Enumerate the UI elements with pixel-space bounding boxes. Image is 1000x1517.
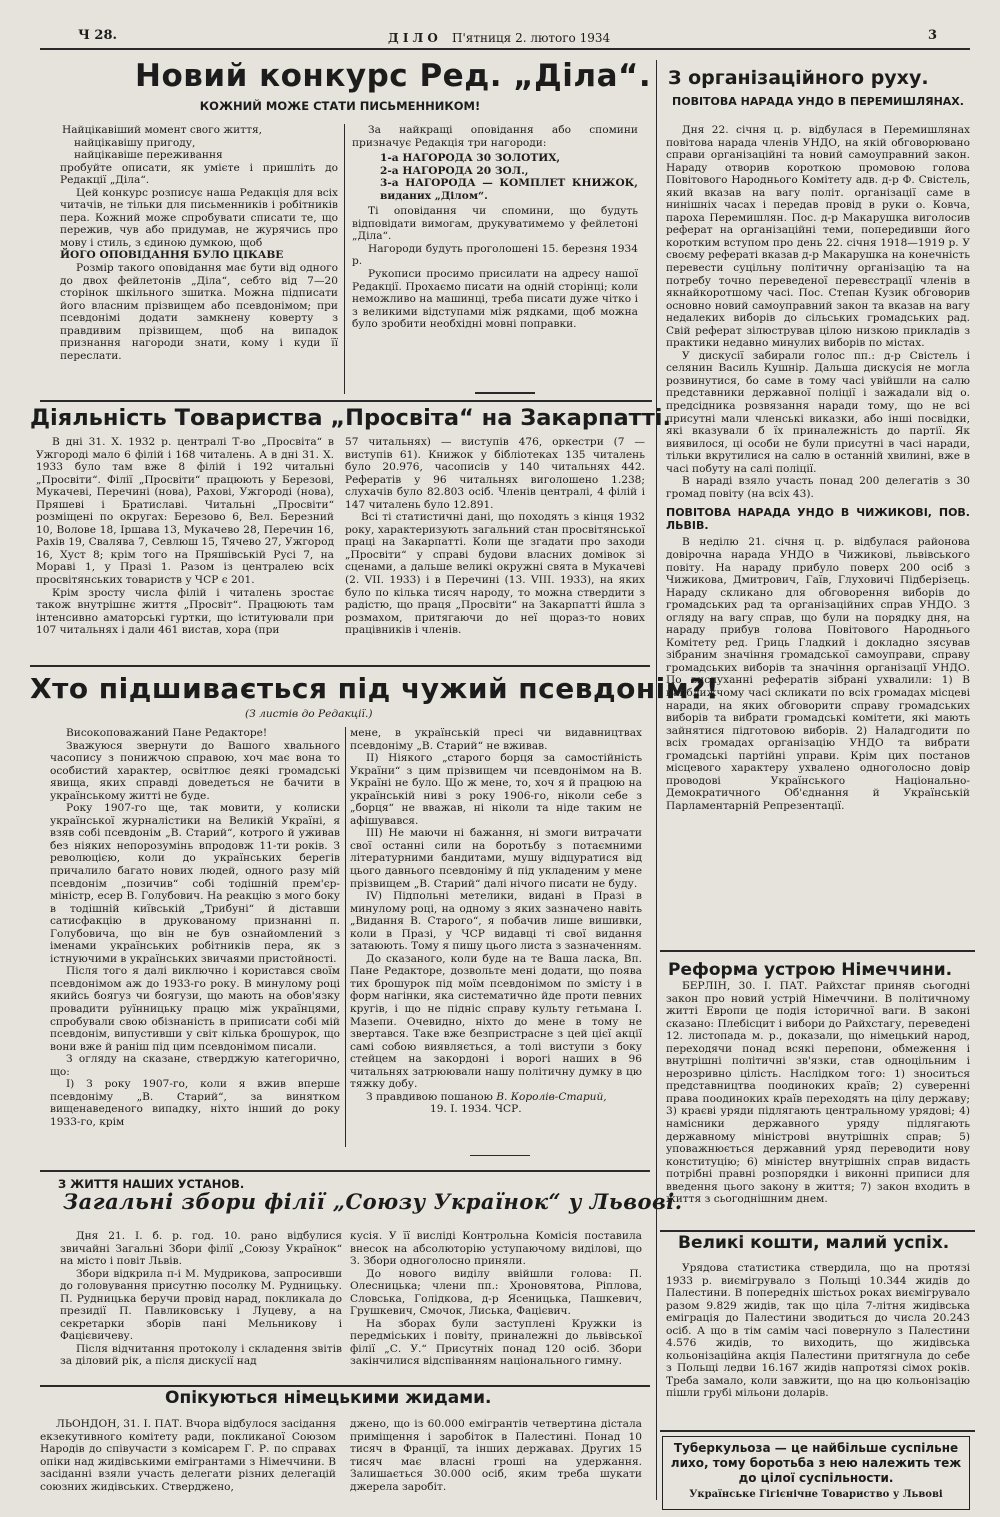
org-subheading-1: ПОВІТОВА НАРАДА УНДО В ПЕРЕМИШЛЯНАХ.	[672, 95, 964, 108]
pseudonym-signature: В. Королів-Старий,	[496, 1090, 607, 1103]
institutions-paragraph: Збори відкрила п-і М. Мудрикова, запросивши до головування присутню посолку М. Рудницьку. П. Рудницька беручи провід нарад, покликала до президії П. Павликовську і Луцеву, а на секретарки зборів пані Мельникову і Фацієвичеву.	[60, 1267, 342, 1343]
pseudonym-title: Хто підшивається під чужий псевдонім?!	[30, 672, 720, 705]
contest-intro-line: Найцікавіший момент свого життя,	[62, 124, 263, 136]
prosvita-column-1	[36, 436, 334, 637]
contest-right-column	[352, 124, 638, 331]
reform-title: Реформа устрою Німеччини.	[668, 960, 953, 980]
contest-award: 1-а НАГОРОДА 30 ЗОЛОТИХ,	[380, 152, 561, 165]
page-number-right: 3	[928, 28, 938, 43]
tb-ad-box	[662, 1436, 970, 1510]
institutions-paragraph: кусія. У її висліді Контрольна Комісія поставила внесок на абсолюторію уступаючому виділові, що З. Збори одноголосно приняли.	[350, 1230, 642, 1268]
institutions-title: Загальні збори філії „Союзу Українок“ у Львові.	[63, 1189, 683, 1214]
pseudonym-paragraph: Року 1907-го ще, так мовити, у колиски української журналістики на Великій Україні, я взяв собі псевдонім „В. Старий“, котрого й уживав без ніяких непорозумінь впродовж 11-ти років. З революцією, коли до українських берегів причалило багато нових людей, одного разу мій псевдонім „позичив“ собі тодішній прем'єр-міністр, есер В. Голубович. На реакцію з мого боку в тодішній київській „Трибуні“ й діставши сатисфакцію в друкованому признанні п. Голубовича, що він не був ознайомлений з іменами українських робітників пера, як з істнуючими в українських звичаями пристойності.	[50, 802, 340, 965]
costs-title: Великі кошти, малий успіх.	[678, 1233, 950, 1253]
contest-paragraph: Цей конкурс розписує наша Редакція для всіх читачів, не тільки для письменників і робітників пера. Кожний може спробувати списати те, що пережив, чув або придумав, не журячись про мову і стиль, з єдиною думкою, щоб	[60, 186, 338, 249]
contest-subtitle: КОЖНИЙ МОЖЕ СТАТИ ПИСЬМЕННИКОМ!	[199, 99, 481, 113]
pseudonym-paragraph: мене, в українській пресі чи видавництвах псевдоніму „В. Старий“ не вживав.	[350, 727, 642, 752]
jews-paragraph: ЛЬОНДОН, 31. I. ПАТ. Вчора відбулося засідання екзекутивного комітету ради, покликаної Союзом Народів до співучасти з комісарем Г. Р. по справах опіки над жидівськими емігрантами з Німеччини. В засіданні взяли участь делегати різних делегацій союзних жидівських. Стверджено,	[40, 1418, 336, 1493]
org-paragraph: В нараді взяло участь понад 200 делегатів з 30 громад повіту (на всіх 43).	[666, 475, 970, 500]
contest-award: 3-а НАГОРОДА — КОМПЛЕТ КНИЖОК, виданих „Ділом“.	[380, 177, 638, 202]
section-rule	[30, 665, 650, 667]
column-divider	[656, 60, 657, 1500]
pseudonym-closing-text: З правдивою пошаною	[366, 1090, 493, 1103]
contest-paragraph: Рукописи просимо присилати на адресу нашої Редакції. Прохаємо писати на одній сторінці; коли неможливо на машинці, треба писати дуже чітко і з великими відступами між рядками, щоб можна було зробити необхідні мовні поправки.	[352, 268, 638, 331]
contest-paragraph: пробуйте описати, як умієте і пришліть до Редакції „Діла“.	[60, 161, 338, 187]
pseudonym-closing	[350, 1091, 642, 1104]
costs-column	[666, 1262, 970, 1400]
section-rule	[40, 1385, 650, 1387]
section-rule	[660, 1430, 975, 1432]
contest-end-rule	[475, 392, 535, 394]
org-column	[666, 124, 970, 812]
pseudonym-greeting: Високоповажаний Пане Редакторе!	[66, 727, 268, 739]
contest-intro-line: найцікавішу пригоду,	[74, 136, 196, 149]
contest-left-column	[60, 124, 338, 362]
jews-title: Опікуються німецькими жидами.	[165, 1388, 492, 1408]
prosvita-paragraph: Крім зросту числа філій і читалень зростає також внутрішнє життя „Просвіт“. Працюють там інтенсивно аматорські гуртки, що іституювали при 107 читальнях і дали 461 вистав, хора (при	[36, 586, 334, 637]
org-subheading-2: ПОВІТОВА НАРАДА УНДО В ЧИЖИКОВІ, ПОВ. ЛЬВІВ.	[666, 506, 970, 533]
pseudonym-paragraph: До сказаного, коли буде на те Ваша ласка, Вп. Пане Редакторе, дозвольте мені додати, що поява тих брошурок під моїм псевдонімом по змісту і в форм нагінки, яка систематично йде проти певних кругів, і що не підніс справу культу гетьмана І. Мазепи. Очевидно, ніхто до мене в тому не звертався. Таке вже безпристрасне з цей цієї акції самі собою виявляється, а толі виступи з боку стейцем на закордоні і ворогі наших в 96 читальнях затрюювали нашу політичну думку в цю тяжку добу.	[350, 952, 642, 1091]
jews-column-1	[40, 1418, 336, 1493]
masthead-rule	[40, 48, 970, 50]
institutions-column-1	[60, 1230, 342, 1368]
institutions-column-2	[350, 1230, 642, 1368]
contest-paragraph: Нагороди будуть проголошені 15. березня 1934 р.	[352, 242, 638, 268]
pseudonym-end-rule	[470, 1155, 530, 1156]
institutions-paragraph: Дня 21. I. б. р. год. 10. рано відбулися звичайні Загальні Збори філії „Союзу Українок“ на місто і повіт Львів.	[60, 1230, 342, 1268]
pseudonym-paragraph: Зважуюся звернути до Вашого хвального часопису з понижчою справою, хоч має вона то особистий характер, освітлює деякі громадські явища, яких справді доведеться не бачити в українському житті не буде.	[50, 739, 340, 802]
org-paragraph: В неділю 21. січня ц. р. відбулася районова довірочна нарада УНДО в Чижикові, львівського повіту. На нараду прибуло поверх 200 осіб з Чижикова, Дмитрович, Гаїв, Глуховичі Підберізець. Нараду скликано для обговорення виборів до громадських рад та організаційних справ УНДО. З огляду на вагу справ, що були на порядку дня, на нараду прибув голова Повітового Народнього Комітету ред. Гриць Гладкий і докладно зясував зібраним значіння громадської самоуправи, справу громадських виборів та значіння організації УНДО. По вислуханні рефератів зібрані ухвалили: 1) В найближчому часі скликати по всіх громадах місцеві наради, на яких обговорити справу громадських виборів та вибрати громадські комітети, які мають зайнятися підготовою виборів. 2) Наладгодити по всіх громадах організацію УНДО та вибрати громадські партійні управи. Крім цих постанов місцевого характеру ухвалено одноголосно довір проводові Українського Національно-Демократичного Об'єднання й Українській Парламентарній Репрезентації.	[666, 536, 970, 812]
jews-paragraph: джено, що із 60.000 емігрантів четвертина дістала приміщення і заробіток в Палестині. Понад 10 тисяч в Франції, та інших державах. Других 15 тисяч має власні гроші на удержання. Залишається 30.000 осіб, яким треба шукати джерела заробіт.	[350, 1418, 642, 1493]
pseudonym-date: 19. І. 1934. ЧСР.	[430, 1103, 522, 1116]
contest-title: Новий конкурс Ред. „Діла“.	[135, 58, 652, 94]
contest-paragraph: Розмір такого оповідання має бути від одного до двох фейлетонів „Діла“, себто від 7—20 сторінок шкільного зшитка. Можна підписати його власним прізвищем або псевдонімом; при псевдонімі додати замкнену коверту з правдивим прізвищем, щоб на випадок признання нагороди знати, кому і куди її переслати.	[60, 262, 338, 362]
org-paragraph: Дня 22. січня ц. р. відбулася в Перемишлянах повітова нарада членів УНДО, на якій обговорювано справи організаційні та новий самоуправний закон. Нараду отворив короткою промовою голова Повітового Народнього Комітету адв. д-р Ф. Свістель, який вказав на вагу політ. організації саме в нинішніх часах і передав провід в руки о. Ковча, пароха Перемишлян. Пос. д-р Макарушка виголосив реферат на організаційні теми, попередивши його коротким вступом про день 22. січня 1918—1919 р. У своєму рефераті вказав д-р Макарушка на конечність перевести суцільну політичну організацію та на потребу точно переведеної перевєстрації членів в якнайкоротшому часі. Пос. Степан Кузик обговорив основно новий самоуправний закон та вказав на вагу недалеких виборів до сільських громадських рад. Свій реферат зілюстрував цілою низкою прикладів з практики недавно минулих виборів по містах.	[666, 124, 970, 350]
prosvita-title: Діяльність Товариства „Просвіта“ на Закарпатті.	[30, 405, 672, 431]
institutions-paragraph: До нового виділу ввійшли голова: П. Олесницька; члени пп.: Хроновятова, Ріплова, Словська, Голідкова, д-р Ясеницька, Пашкевич, Грушкевич, Смочок, Лиська, Фацієвич.	[350, 1267, 642, 1318]
pseudonym-subtitle: (З листів до Редакції.)	[245, 708, 373, 720]
pseudonym-column-2	[350, 727, 642, 1116]
institutions-paragraph: На зборах були заступлені Кружки із передміських і повіту, приналежні до львівської філії „С. У.“ Присутніх понад 120 осіб. Збори закінчилися відспіванням національного гимну.	[350, 1317, 642, 1368]
section-rule	[40, 1170, 650, 1172]
tb-ad-text: Туберкульоза — це найбільше суспільне лихо, тому боротьба з нею належить теж до цілої суспільности.	[670, 1441, 962, 1485]
prosvita-paragraph: 57 читальнях) — виступів 476, оркестри (7 — виступів 61). Книжок у бібліотеках 135 читалень було 20.976, часописів у 140 читальнях 442. Рефератів у 96 читальнях виголошено 1.238; слухачів було 82.803 осіб. Членів централі, 4 філій і 147 читалень було 12.891.	[345, 436, 645, 511]
tb-ad-signature: Українське Гігієнічне Товариство у Львові	[689, 1489, 943, 1500]
prosvita-column-2	[345, 436, 645, 637]
contest-intro-line: найцікавіше переживання	[74, 149, 223, 162]
pseudonym-paragraph: I) З року 1907-го, коли я вжив вперше псевдоніму „В. Старий“, за винятком вищенаведеного випадку, ніхто інший до року 1933-го, крім	[50, 1078, 340, 1128]
page-number-left: Ч 28.	[78, 28, 118, 43]
pseudonym-paragraph: II) Ніякого „старого борця за самостійність України“ з цим прізвищем чи псевдонімом на В. Україні не було. Що ж мене, то, хоч я й працюю на українській ниві з року 1906-го, ніколи себе з „борця“ не вважав, ні ніколи та ніде таким не афішувався.	[350, 752, 642, 827]
section-rule	[660, 950, 975, 952]
contest-divider	[344, 124, 345, 394]
contest-award: 2-а НАГОРОДА 20 ЗОЛ.,	[380, 164, 529, 177]
pseudonym-paragraph: IV) Підпольні метелики, видані в Празі в минулому році, на одному з яких зазначено навіть „Видання В. Старого“, я побачив лише вишивки, коли в Празі, у ЧСР видавці ті свої видання затаюють. Тому я пишу цього листа з зазначенням.	[350, 890, 642, 953]
contest-paragraph: За найкращі оповідання або спомини призначує Редакція три нагороди:	[352, 124, 638, 149]
pseudonym-paragraph: Після того я далі виключно і користався своїм псевдонімом аж до 1933-го року. В минулому році якийсь боягуз чи боягузи, що мають на обов'язку провадити руїнницьку працю між українцями, спробували свою обізнаність в приписати собі мій псевдонім, випустивши у світ кілька брошурок, що вони вже й раніш під цим псевдонімом писали.	[50, 965, 340, 1053]
org-paragraph: У дискусії забирали голос пп.: д-р Свістель і селянин Василь Кушнір. Дальша дискусія не могла розвинутися, бо саме в тому часі увійшли на салю представники державної поліції і зажадали від о. предсідника розвязання наради тому, що не всі присутні мали членські виказки, або інші посвідки, які вказували б їх приналежність до партії. Як виявилося, ці особи не були присутні в часі наради, тільки вкрутилися на салю в останній хвилині, вже в часі побуту на салі поліції.	[666, 349, 970, 475]
pseudonym-column-1	[50, 727, 340, 1129]
contest-paragraph: Ті оповідання чи спомини, що будуть відповідати вимогам, друкуватимемо у фейлетоні „Діла“.	[352, 205, 638, 243]
section-rule	[660, 1230, 975, 1232]
prosvita-paragraph: Всі ті статистичні дані, що походять з кінця 1932 року, характеризують загальний стан просвітянської праці на Закарпатті. Коли ще згадати про заходи „Просвіти“ у справі будови власних домівок зі сценами, а дальше великі окружні свята в Мукачеві (2. VII. 1933) і в Перечині (13. VIII. 1933), на яких було по кілька тисяч народу, то можна ствердити з радістю, що праця „Просвіти“ на Закарпатті йшла з розмахом, притягаючи до неї щораз-то нових працівників і членів.	[345, 511, 645, 637]
pseudonym-paragraph: III) Не маючи ні бажання, ні змоги витрачати свої останні сили на боротьбу з потаємними літературними бандитами, мушу відцуратися від цього давнього псевдоніму й під укладеним у мене прізвищем „В. Старий“ далі нічого писати не буду.	[350, 827, 642, 890]
pseudonym-divider	[345, 727, 346, 1147]
jews-column-2	[350, 1418, 642, 1493]
contest-bold-line: ЙОГО ОПОВІДАННЯ БУЛО ЦІКАВЕ	[60, 249, 284, 262]
prosvita-paragraph: В дні 31. X. 1932 р. централі Т-во „Просвіта“ в Ужгороді мало 6 філій і 168 читалень. А в дні 31. X. 1933 було там вже 8 філій і 192 читальні „Просвіти“. Філії „Просвіти“ працюють у Березові, Мукачеві, Перечині (нова), Рахові, Ужгороді (нова), Пряшеві і Братиславі. Читальні „Просвіти“ розміщені по округах: Березово 6, Вел. Березний 10, Волове 18, Іршава 13, Мукачево 28, Перечин 16, Рахів 19, Свалява 7, Севлюш 15, Тячево 27, Ужгород 16, Хуст 8; крім того на Пряшівській Русі 7, на Мораві 1, у Празі 1. Разом із централею всіх просвітянських товариств у ЧСР є 201.	[36, 436, 334, 587]
masthead-date: П'ятниця 2. лютого 1934	[452, 31, 611, 45]
costs-paragraph: Урядова статистика ствердила, що на протязі 1933 р. виємігрувало з Польщі 10.344 жидів до Палестини. В попередніх шістьох роках виємігрувало разом 9.829 жидів, так що ціла 7-літня жидівська еміграція до Палестини зводиться до числа 20.243 осіб. А що в тім самім часі повернуло з Палестини 4.576 жидів, то виходить, що жидівська кольонізаційна акція Палестини притягнула до себе з Польщі ледви 16.167 жидів напротязі сімох років. Треба замало, коли завжити, що на цю кольонізацію пішли грубі мільони доларів.	[666, 1262, 970, 1400]
reform-paragraph: БЕРЛІН, 30. I. ПАТ. Райхстаг приняв сьогодні закон про новий устрій Німеччини. В політичному житті Европи це подія історичної ваги. В законі сказано: Плебісцит і вибори до Райхстагу, переведені 12. листопада м. р., доказали, що німецький народ, переходячи понад всякі перепони, обмеження і внутрішні політичні зв'язки, став одноцільним і нерозривно цілість. Наслідком того: 1) зноситься представництва поодиноких країв; 2) суверенні права поодиноких країв переходять на цілу державу; 3) краєві уряди підлягають центральному урядові; 4) намісники державного уряду підлягають державному міністрові внутрішніх справ; 5) уповажнюється державний уряд переводити нову конституцію; 6) міністер внутрішніх справ видасть потрібні правні розпорядки і виконні приписи для введення цього закону в життя; 7) закон входить в життя з сьогоднішним днем.	[666, 980, 970, 1206]
institutions-paragraph: Після відчитання протоколу і складення звітів за діловий рік, а після дискусії над	[60, 1342, 342, 1368]
masthead-title: Д І Л О	[388, 31, 438, 45]
pseudonym-paragraph: З огляду на сказане, стверджую категорично, що:	[50, 1053, 340, 1078]
org-title: З організаційного руху.	[668, 67, 929, 89]
reform-column	[666, 980, 970, 1206]
institutions-section-label: З ЖИТТЯ НАШИХ УСТАНОВ.	[58, 1177, 245, 1191]
section-rule	[40, 400, 652, 402]
